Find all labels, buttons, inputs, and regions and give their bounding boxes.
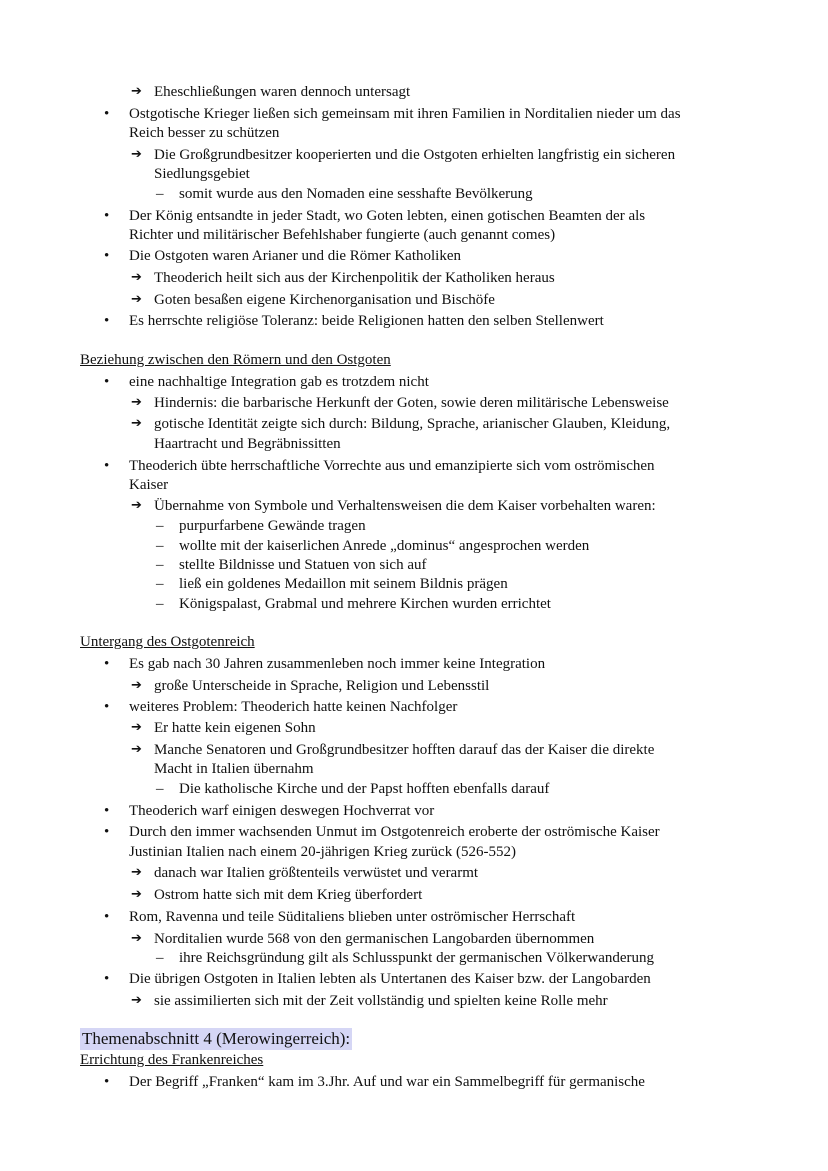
bullet-icon: • [104,909,110,925]
arrow-icon: ➔ [131,931,142,946]
arrow-icon: ➔ [131,84,142,99]
dash-icon: – [156,538,164,554]
arrow-icon: ➔ [131,395,142,410]
list-item-text: Richter und militärischer Befehlshaber fungierte (auch genannt comes) [129,227,556,243]
bullet-icon: • [104,208,110,224]
dash-icon: – [156,186,164,202]
arrow-icon: ➔ [131,678,142,693]
bullet-icon: • [104,106,110,122]
bullet-icon: • [104,1074,110,1090]
list-item-text: Eheschließungen waren dennoch untersagt [154,84,411,100]
section-heading: Errichtung des Frankenreiches [80,1052,264,1068]
list-item-text: Macht in Italien übernahm [154,761,314,777]
list-item-text: Goten besaßen eigene Kirchenorganisation und Bischöfe [154,292,495,308]
list-item-text: Theoderich übte herrschaftliche Vorrechte aus und emanzipierte sich vom oströmischen [129,458,655,474]
list-item-text: Durch den immer wachsenden Unmut im Ostgotenreich eroberte der oströmische Kaiser [129,824,660,840]
list-item-text: Haartracht und Begräbnissitten [154,436,341,452]
list-item-text: wollte mit der kaiserlichen Anrede „dominus“ angesprochen werden [179,538,590,554]
arrow-icon: ➔ [131,720,142,735]
arrow-icon: ➔ [131,416,142,431]
list-item-text: Der König entsandte in jeder Stadt, wo Goten lebten, einen gotischen Beamten der als [129,208,646,224]
dash-icon: – [156,596,164,612]
list-item-text: große Unterscheide in Sprache, Religion und Lebensstil [154,678,490,694]
list-item-text: Königspalast, Grabmal und mehrere Kirchen wurden errichtet [179,596,551,612]
bullet-icon: • [104,971,110,987]
list-item-text: purpurfarbene Gewände tragen [179,518,366,534]
list-item-text: Die katholische Kirche und der Papst hofften ebenfalls darauf [179,781,550,797]
bullet-icon: • [104,374,110,390]
list-item-text: Theoderich heilt sich aus der Kirchenpolitik der Katholiken heraus [154,270,555,286]
list-item-text: Die Ostgoten waren Arianer und die Römer Katholiken [129,248,461,264]
dash-icon: – [156,518,164,534]
list-item-text: Justinian Italien nach einem 20-jährigen Krieg zurück (526-552) [129,844,516,860]
section-heading: Beziehung zwischen den Römern und den Ostgoten [80,352,391,368]
list-item-text: Die übrigen Ostgoten in Italien lebten als Untertanen des Kaiser bzw. der Langobarden [129,971,651,987]
list-item-text: eine nachhaltige Integration gab es trotzdem nicht [129,374,429,390]
list-item-text: Manche Senatoren und Großgrundbesitzer hofften darauf das der Kaiser die direkte [154,742,655,758]
list-item-text: Ostrom hatte sich mit dem Krieg überfordert [154,887,423,903]
section-title: Themenabschnitt 4 (Merowingerreich): [82,1029,351,1048]
arrow-icon: ➔ [131,742,142,757]
list-item-text: Norditalien wurde 568 von den germanischen Langobarden übernommen [154,931,595,947]
arrow-icon: ➔ [131,993,142,1008]
bullet-icon: • [104,656,110,672]
bullet-icon: • [104,699,110,715]
dash-icon: – [156,781,164,797]
dash-icon: – [156,950,164,966]
list-item-text: Die Großgrundbesitzer kooperierten und die Ostgoten erhielten langfristig ein sicheren [154,147,676,163]
arrow-icon: ➔ [131,498,142,513]
list-item-text: Er hatte kein eigenen Sohn [154,720,316,736]
arrow-icon: ➔ [131,887,142,902]
list-item-text: Reich besser zu schützen [129,125,280,141]
list-item-text: Der Begriff „Franken“ kam im 3.Jhr. Auf und war ein Sammelbegriff für germanische [129,1074,645,1090]
section-heading: Untergang des Ostgotenreich [80,634,255,650]
bullet-icon: • [104,248,110,264]
dash-icon: – [156,557,164,573]
list-item-text: gotische Identität zeigte sich durch: Bildung, Sprache, arianischer Glauben, Kleidung, [154,416,671,432]
bullet-icon: • [104,313,110,329]
arrow-icon: ➔ [131,270,142,285]
list-item-text: Theoderich warf einigen deswegen Hochverrat vor [129,803,435,819]
arrow-icon: ➔ [131,147,142,162]
list-item-text: sie assimilierten sich mit der Zeit vollständig und spielten keine Rolle mehr [154,993,608,1009]
bullet-icon: • [104,824,110,840]
list-item-text: Es gab nach 30 Jahren zusammenleben noch immer keine Integration [129,656,546,672]
list-item-text: Ostgotische Krieger ließen sich gemeinsam mit ihren Familien in Norditalien nieder um das [129,106,681,122]
list-item-text: danach war Italien größtenteils verwüstet und verarmt [154,865,479,881]
list-item-text: Es herrschte religiöse Toleranz: beide Religionen hatten den selben Stellenwert [129,313,604,329]
list-item-text: Kaiser [129,477,169,493]
list-item-text: Hindernis: die barbarische Herkunft der Goten, sowie deren militärische Lebensweise [154,395,669,411]
list-item-text: Siedlungsgebiet [154,166,250,182]
list-item-text: Übernahme von Symbole und Verhaltensweisen die dem Kaiser vorbehalten waren: [154,498,656,514]
list-item-text: weiteres Problem: Theoderich hatte keinen Nachfolger [129,699,458,715]
list-item-text: somit wurde aus den Nomaden eine sesshafte Bevölkerung [179,186,533,202]
list-item-text: stellte Bildnisse und Statuen von sich auf [179,557,427,573]
arrow-icon: ➔ [131,292,142,307]
list-item-text: ihre Reichsgründung gilt als Schlusspunkt der germanischen Völkerwanderung [179,950,655,966]
arrow-icon: ➔ [131,865,142,880]
bullet-icon: • [104,803,110,819]
bullet-icon: • [104,458,110,474]
list-item-text: ließ ein goldenes Medaillon mit seinem Bildnis prägen [179,576,508,592]
dash-icon: – [156,576,164,592]
list-item-text: Rom, Ravenna und teile Süditaliens blieben unter oströmischer Herrschaft [129,909,576,925]
